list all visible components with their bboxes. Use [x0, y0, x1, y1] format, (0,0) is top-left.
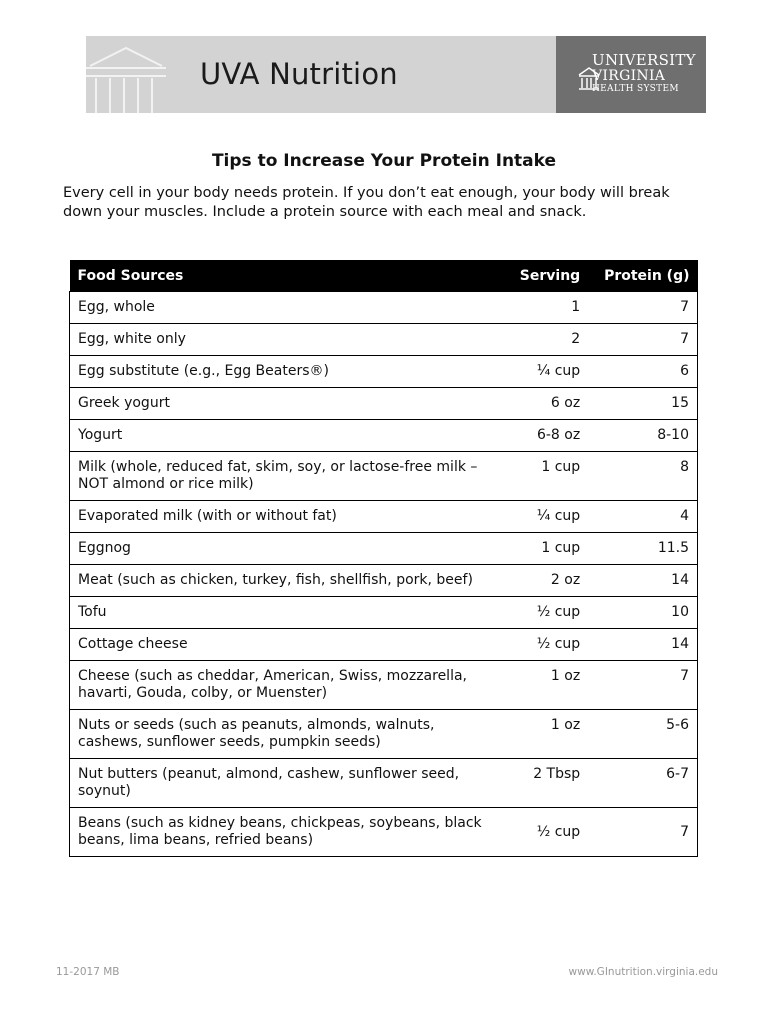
food-cell: Cheese (such as cheddar, American, Swiss, mozzarella, havarti, Gouda, colby, or Muenster)	[70, 661, 495, 710]
protein-table	[69, 260, 698, 857]
protein-cell: 14	[588, 565, 697, 597]
footer-website-link[interactable]: www.GInutrition.virginia.edu	[568, 966, 718, 978]
protein-cell: 4	[588, 501, 697, 533]
food-cell: Beans (such as kidney beans, chickpeas, soybeans, black beans, lima beans, refried beans)	[70, 808, 495, 857]
food-cell: Tofu	[70, 597, 495, 629]
food-cell: Eggnog	[70, 533, 495, 565]
logo-text	[592, 53, 696, 94]
serving-cell: 2 oz	[495, 565, 588, 597]
table-row	[70, 292, 698, 324]
protein-cell: 8	[588, 452, 697, 501]
serving-cell: 1	[495, 292, 588, 324]
protein-cell: 7	[588, 324, 697, 356]
logo-line-virginia: VIRGINIA	[592, 68, 666, 84]
serving-cell: 1 oz	[495, 661, 588, 710]
food-cell: Milk (whole, reduced fat, skim, soy, or lactose-free milk – NOT almond or rice milk)	[70, 452, 495, 501]
food-cell: Nut butters (peanut, almond, cashew, sunflower seed, soynut)	[70, 759, 495, 808]
food-cell: Meat (such as chicken, turkey, fish, shellfish, pork, beef)	[70, 565, 495, 597]
food-cell: Egg substitute (e.g., Egg Beaters®)	[70, 356, 495, 388]
table-row	[70, 759, 698, 808]
serving-cell: ½ cup	[495, 597, 588, 629]
protein-cell: 7	[588, 661, 697, 710]
intro-paragraph: Every cell in your body needs protein. If you don’t eat enough, your body will break down your muscles. Include a protein source with each meal and snack.	[63, 185, 670, 220]
table-header-row	[70, 260, 698, 292]
table-row	[70, 356, 698, 388]
table-row	[70, 565, 698, 597]
serving-cell: ½ cup	[495, 629, 588, 661]
document-title: Tips to Increase Your Protein Intake	[211, 151, 557, 171]
serving-cell: 2 Tbsp	[495, 759, 588, 808]
food-cell: Evaporated milk (with or without fat)	[70, 501, 495, 533]
food-cell: Egg, white only	[70, 324, 495, 356]
serving-cell: 6 oz	[495, 388, 588, 420]
table-row	[70, 710, 698, 759]
protein-cell: 8-10	[588, 420, 697, 452]
table-row	[70, 629, 698, 661]
serving-cell: ½ cup	[495, 808, 588, 857]
header-protein: Protein (g)	[588, 260, 697, 292]
table-row	[70, 533, 698, 565]
table-row	[70, 501, 698, 533]
table-row	[70, 597, 698, 629]
table-row	[70, 661, 698, 710]
table-body	[70, 292, 698, 857]
serving-cell: ¼ cup	[495, 356, 588, 388]
serving-cell: 1 cup	[495, 533, 588, 565]
protein-cell: 6-7	[588, 759, 697, 808]
food-cell: Nuts or seeds (such as peanuts, almonds, walnuts, cashews, sunflower seeds, pumpkin seeds)	[70, 710, 495, 759]
serving-cell: 1 cup	[495, 452, 588, 501]
serving-cell: 6-8 oz	[495, 420, 588, 452]
food-cell: Yogurt	[70, 420, 495, 452]
protein-cell: 7	[588, 292, 697, 324]
serving-cell: 2	[495, 324, 588, 356]
protein-cell: 10	[588, 597, 697, 629]
table-row	[70, 420, 698, 452]
table-row	[70, 808, 698, 857]
serving-cell: ¼ cup	[495, 501, 588, 533]
food-cell: Greek yogurt	[70, 388, 495, 420]
protein-cell: 15	[588, 388, 697, 420]
table-row	[70, 324, 698, 356]
footer-date: 11-2017 MB	[56, 966, 120, 978]
food-cell: Egg, whole	[70, 292, 495, 324]
rotunda-icon	[86, 36, 166, 113]
banner-title: UVA Nutrition	[200, 57, 398, 91]
header-banner	[86, 36, 706, 113]
table-row	[70, 452, 698, 501]
header-food-sources: Food Sources	[70, 260, 495, 292]
protein-cell: 11.5	[588, 533, 697, 565]
university-logo	[556, 36, 706, 113]
serving-cell: 1 oz	[495, 710, 588, 759]
logo-line-university: UNIVERSITY	[592, 51, 696, 69]
protein-cell: 5-6	[588, 710, 697, 759]
protein-cell: 14	[588, 629, 697, 661]
protein-cell: 6	[588, 356, 697, 388]
logo-line-health-system: HEALTH SYSTEM	[592, 84, 679, 94]
protein-cell: 7	[588, 808, 697, 857]
food-cell: Cottage cheese	[70, 629, 495, 661]
header-serving: Serving	[495, 260, 588, 292]
table-row	[70, 388, 698, 420]
